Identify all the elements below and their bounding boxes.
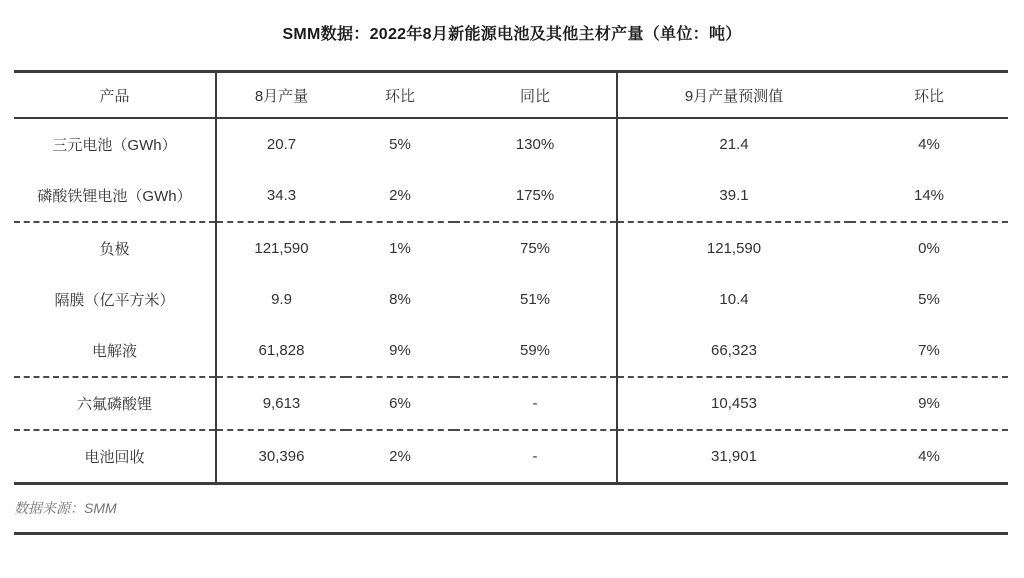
cell-aug-output: 9,613 — [216, 377, 346, 430]
cell-yoy: - — [454, 377, 617, 430]
cell-yoy: 75% — [454, 222, 617, 274]
cell-sep-mom: 4% — [850, 430, 1008, 484]
table-row-battery-recycling — [14, 430, 1008, 484]
cell-sep-mom: 9% — [850, 377, 1008, 430]
cell-aug-output: 30,396 — [216, 430, 346, 484]
cell-aug-output: 34.3 — [216, 170, 346, 222]
col-header-sep-forecast: 9月产量预测值 — [617, 72, 850, 119]
cell-sep-forecast: 39.1 — [617, 170, 850, 222]
cell-mom: 5% — [389, 136, 411, 153]
table-row-separator-film — [14, 274, 1008, 325]
cell-yoy: - — [454, 430, 617, 484]
col-header-yoy: 同比 — [454, 72, 617, 119]
cell-yoy: 130% — [515, 136, 555, 153]
cell-sep-mom: 4% — [918, 136, 940, 153]
cell-mom: 2% — [389, 187, 411, 204]
bottom-divider — [14, 532, 1008, 535]
cell-product: 磷酸铁锂电池（GWh） — [37, 188, 192, 205]
cell-product: 电池回收 — [14, 430, 216, 484]
cell-sep-forecast: 31,901 — [617, 430, 850, 484]
data-source-note: 数据来源：SMM — [14, 500, 117, 516]
col-header-mom: 环比 — [346, 72, 454, 119]
cell-mom: 2% — [346, 430, 454, 484]
cell-sep-forecast: 66,323 — [617, 325, 850, 377]
cell-yoy: 59% — [519, 342, 551, 359]
cell-mom: 1% — [346, 222, 454, 274]
cell-yoy: 51% — [519, 291, 551, 308]
table-row-electrolyte — [14, 325, 1008, 377]
cell-yoy: 175% — [515, 187, 555, 204]
cell-product: 电解液 — [91, 343, 137, 360]
cell-product: 六氟磷酸锂 — [14, 377, 216, 430]
cell-aug-output: 121,590 — [216, 222, 346, 274]
cell-sep-forecast: 10.4 — [617, 274, 850, 325]
cell-sep-mom: 0% — [850, 222, 1008, 274]
col-header-aug-output: 8月产量 — [216, 72, 346, 119]
table-row-ternary-battery — [14, 118, 1008, 170]
page-title: SMM数据：2022年8月新能源电池及其他主材产量（单位：吨） — [282, 26, 742, 43]
cell-sep-forecast: 10,453 — [617, 377, 850, 430]
col-header-product: 产品 — [14, 72, 216, 119]
cell-sep-mom: 14% — [913, 187, 945, 204]
cell-product: 隔膜（亿平方米） — [54, 292, 175, 309]
cell-product: 三元电池（GWh） — [52, 137, 177, 154]
table-row-lipf6 — [14, 377, 1008, 430]
cell-sep-mom: 5% — [918, 291, 940, 308]
cell-aug-output: 20.7 — [216, 118, 346, 170]
cell-aug-output: 61,828 — [216, 325, 346, 377]
table-row-lfp-battery — [14, 170, 1008, 222]
cell-product: 负极 — [14, 222, 216, 274]
cell-mom: 6% — [346, 377, 454, 430]
header-row — [14, 72, 1008, 119]
cell-sep-mom: 7% — [918, 342, 940, 359]
cell-sep-forecast: 21.4 — [617, 118, 850, 170]
cell-mom: 9% — [389, 342, 411, 359]
cell-sep-forecast: 121,590 — [617, 222, 850, 274]
cell-aug-output: 9.9 — [216, 274, 346, 325]
table-row-anode — [14, 222, 1008, 274]
col-header-sep-mom: 环比 — [850, 72, 1008, 119]
cell-mom: 8% — [389, 291, 411, 308]
report-figure — [0, 24, 1024, 578]
production-table — [14, 70, 1008, 485]
